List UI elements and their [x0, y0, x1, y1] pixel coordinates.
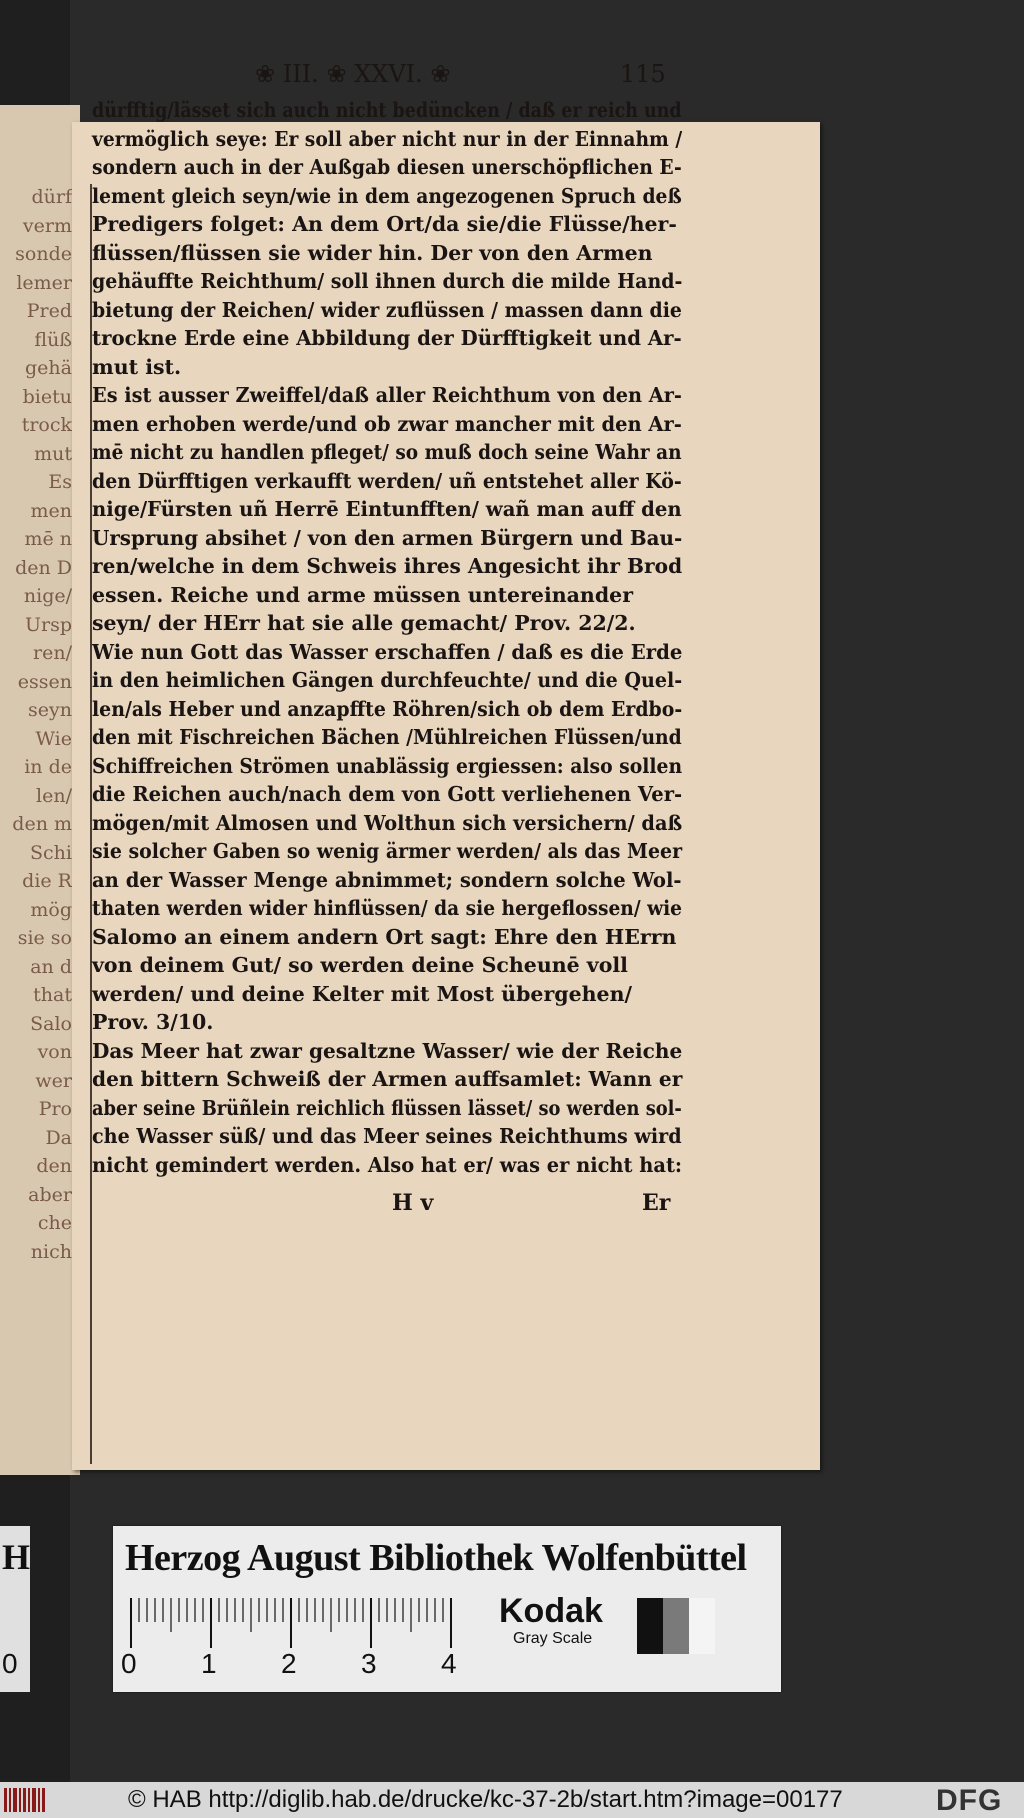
text-line: mögen/mit Almosen und Wolthun sich versichern/ daß [92, 810, 683, 835]
bleed-fragment: von [37, 1041, 72, 1063]
hab-barcode-icon [4, 1788, 48, 1812]
bleed-fragment: gehä [25, 357, 72, 379]
bleed-fragment: nige/ [23, 585, 72, 607]
bleed-fragment: bietu [22, 385, 72, 408]
bleed-fragment: mut [34, 442, 72, 465]
text-line: Predigers folget: An dem Ort/da sie/die Flüsse/her- [92, 212, 677, 236]
ruler-number: 1 [201, 1648, 217, 1679]
text-line: Schiffreichen Strömen unablässig ergiessen: also sollen [92, 753, 683, 778]
text-line: sondern auch in der Außgab diesen unerschöpflichen E- [92, 155, 682, 179]
library-scale-card [113, 1526, 781, 1692]
bleed-fragment: verm [22, 214, 72, 237]
page-header [180, 60, 680, 90]
gray-scale-label: Gray Scale [513, 1630, 593, 1647]
text-line: gehäuffte Reichthum/ soll ihnen durch die milde Hand- [92, 269, 683, 293]
text-line: Es ist ausser Zweiffel/daß aller Reichthum von den Ar- [92, 383, 682, 407]
page-number: 115 [620, 60, 666, 88]
text-line: Salomo an einem andern Ort sagt: Ehre den HErrn [92, 924, 677, 949]
text-line: aber seine Brüñlein reichlich flüssen lässet/ so werden sol- [92, 1095, 682, 1120]
text-line: von deinem Gut/ so werden deine Scheunē voll [92, 953, 628, 977]
bleed-fragment: aber [28, 1183, 72, 1206]
ruler-ticks [127, 1596, 467, 1651]
text-line: an der Wasser Menge abnimmet; sondern solche Wol- [92, 867, 682, 892]
bleed-fragment: die R [22, 870, 72, 892]
text-line: Das Meer hat zwar gesaltzne Wasser/ wie der Reiche [92, 1038, 683, 1063]
text-line: in den heimlichen Gängen durchfeuchte/ und die Quel- [92, 668, 683, 692]
text-line: trockne Erde eine Abbildung der Dürfftigkeit und Ar- [92, 326, 682, 350]
bleed-fragment: len/ [36, 784, 72, 807]
bleed-fragment: wer [35, 1069, 72, 1092]
text-line: flüssen/flüssen sie wider hin. Der von den Armen [92, 240, 653, 265]
bleed-fragment: Schi [30, 841, 72, 864]
bleed-fragment: Wie [35, 727, 72, 750]
bleed-fragment: men [30, 499, 72, 522]
bleed-fragment: mē n [24, 528, 72, 550]
body-text [92, 96, 682, 1179]
text-line: den bittern Schweiß der Armen auffsamlet: Wann er [92, 1067, 683, 1091]
previous-page-edge [0, 105, 80, 1475]
text-line: men erhoben werde/und ob zwar mancher mit den Ar- [92, 411, 682, 436]
text-line: Ursprung absihet / von den armen Bürgern und Bau- [92, 525, 683, 550]
text-line: mut ist. [92, 354, 182, 379]
bleed-fragment: Da [45, 1126, 72, 1149]
color-card-fragment [0, 1526, 30, 1692]
bleed-fragment: sonde [15, 243, 72, 265]
text-line: ren/welche in dem Schweis ihres Angesicht ihr Brod [92, 554, 683, 578]
bleed-fragment: Salo [30, 1012, 72, 1035]
card-fragment-number: 0 [2, 1648, 18, 1679]
text-line: mē nicht zu handlen pfleget/ so muß doch seine Wahr an [92, 440, 682, 464]
text-line: che Wasser süß/ und das Meer seines Reichthums wird [92, 1124, 682, 1148]
footer-bar [0, 1782, 1024, 1818]
kodak-logo: Kodak [499, 1592, 603, 1630]
text-line: bietung der Reichen/ wider zuflüssen / massen dann die [92, 297, 682, 322]
ruler-number: 3 [361, 1648, 377, 1679]
ruler-number: 4 [441, 1648, 457, 1679]
bleed-fragment: ren/ [33, 642, 72, 664]
text-line: lement gleich seyn/wie in dem angezogenen Spruch deß [92, 183, 682, 208]
copyright-url[interactable]: © HAB http://diglib.hab.de/drucke/kc-37-2b/start.htm?image=00177 [128, 1786, 843, 1813]
library-name: Herzog August Bibliothek Wolfenbüttel [125, 1537, 747, 1579]
text-line: seyn/ der HErr hat sie alle gemacht/ Prov. 22/2. [92, 611, 636, 635]
bleed-fragment: an d [30, 955, 72, 978]
bleed-fragment: nich [30, 1240, 72, 1263]
bleed-fragment: che [37, 1212, 72, 1234]
text-line: Wie nun Gott das Wasser erschaffen / daß es die Erde [92, 639, 683, 664]
bleed-fragment: Es [48, 471, 72, 493]
bleed-fragment: den m [12, 813, 72, 835]
signature-mark: H v [392, 1190, 434, 1216]
text-line: nicht gemindert werden. Also hat er/ was er nicht hat: [92, 1152, 683, 1177]
text-line: den Dürfftigen verkaufft werden/ uñ entstehet aller Kö- [92, 468, 682, 493]
bleed-fragment: trock [21, 414, 72, 436]
gray-swatch-white [689, 1598, 715, 1654]
ruler-number: 2 [281, 1648, 297, 1679]
bleed-fragment: den [36, 1155, 72, 1177]
text-line: vermöglich seye: Er soll aber nicht nur in der Einnahm / [92, 126, 683, 151]
text-line: sie solcher Gaben so wenig ärmer werden/ als das Meer [92, 839, 683, 863]
text-line: essen. Reiche und arme müssen untereinander [92, 582, 633, 607]
text-line: den mit Fischreichen Bächen /Mühlreichen Flüssen/und [92, 725, 682, 749]
bleed-fragment: seyn [28, 699, 72, 721]
bleed-fragment: flüß [34, 328, 72, 351]
bleed-fragment: in de [24, 756, 72, 778]
gray-swatch-mid [663, 1598, 689, 1654]
catchword: Er [642, 1190, 671, 1216]
gray-swatch-black [637, 1598, 663, 1654]
text-line: werden/ und deine Kelter mit Most übergehen/ [92, 981, 632, 1006]
bleed-fragment: lemer [16, 271, 72, 294]
bleed-fragment: that [33, 984, 72, 1006]
text-line: dürfftig/lässet sich auch nicht bedüncken / daß er reich und [92, 98, 682, 122]
bleed-fragment: sie so [17, 927, 72, 949]
text-line: nige/Fürsten uñ Herrē Eintunfften/ wañ man auff den [92, 497, 682, 521]
text-line: thaten werden wider hinflüssen/ da sie hergeflossen/ wie [92, 896, 683, 920]
text-line: len/als Heber und anzapffte Röhren/sich ob dem Erdbo- [92, 696, 683, 721]
bleed-fragment: dürf [31, 186, 72, 208]
running-head: ❀ III. ❀ XXVI. ❀ [255, 60, 451, 88]
ruler-number: 0 [121, 1648, 137, 1679]
bleed-fragment: den D [15, 556, 72, 579]
bleed-fragment: Pro [38, 1098, 72, 1120]
text-line: Prov. 3/10. [92, 1010, 214, 1034]
bleed-fragment: essen [17, 670, 72, 693]
bleed-fragment: Ursp [24, 613, 72, 636]
dfg-logo: DFG [936, 1784, 1003, 1817]
ruler-numbers [123, 1648, 483, 1688]
text-line: die Reichen auch/nach dem von Gott verliehenen Ver- [92, 782, 683, 806]
card-fragment-letter: H [2, 1537, 31, 1577]
bleed-fragment: Pred [26, 300, 72, 322]
bleed-fragment: mög [30, 898, 72, 921]
